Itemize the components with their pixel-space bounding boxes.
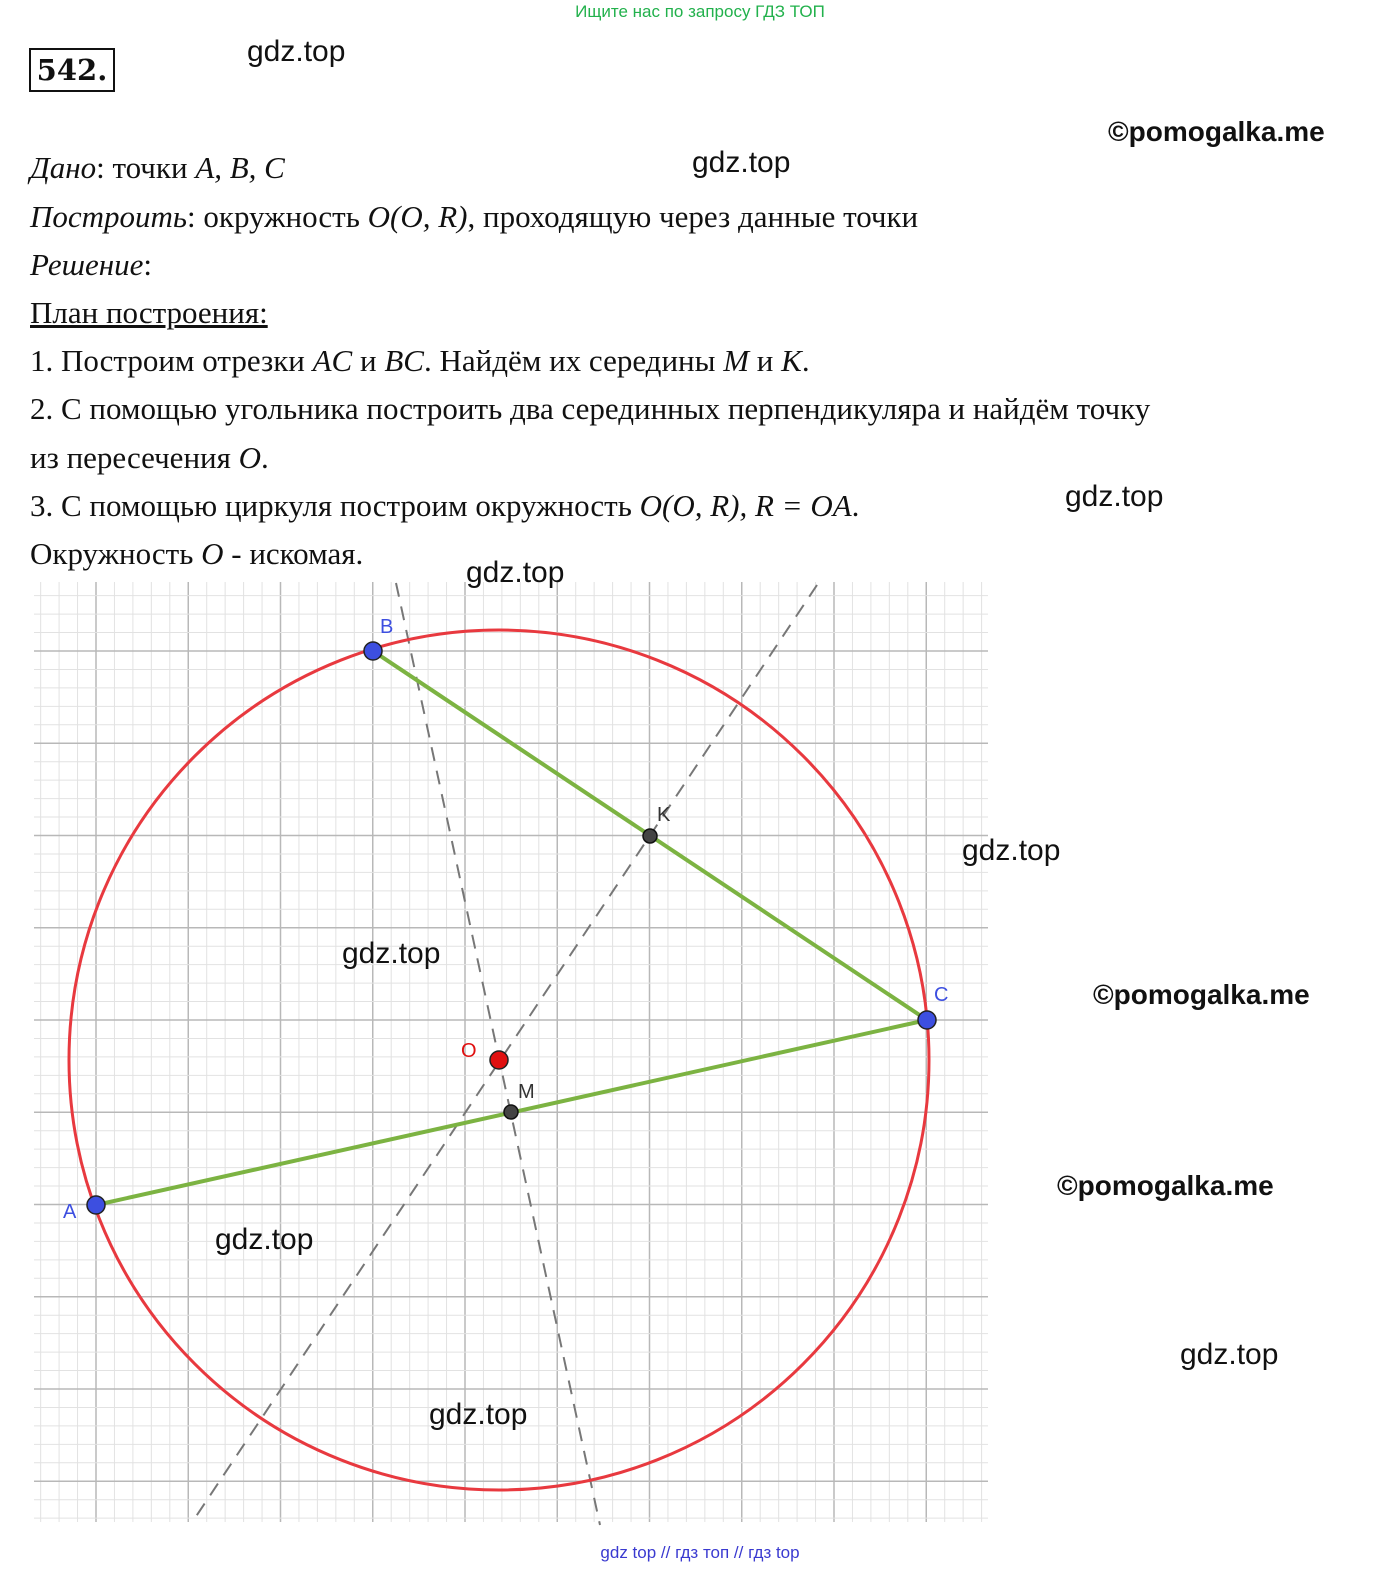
step2-end: . [261, 440, 269, 475]
label-o: O [461, 1040, 477, 1062]
conclusion-a: Окружность [30, 536, 202, 571]
plan-heading: План построения: [30, 295, 268, 330]
footer-links: gdz top // гдз топ // гдз top [600, 1543, 800, 1562]
point-o [490, 1051, 508, 1069]
step1-a: 1. Построим отрезки [30, 343, 313, 378]
solution-label: Решение [30, 247, 144, 282]
step1-bc: BC [384, 343, 424, 378]
step3-a: 3. С помощью циркуля построим окружность [30, 488, 640, 523]
step1-m: M [723, 343, 750, 378]
problem-number: 542. [29, 48, 115, 92]
watermark-gdz: gdz.top [692, 146, 791, 179]
step1-end: . [801, 343, 810, 378]
watermark-pomogalka: ©pomogalka.me [1108, 116, 1325, 147]
watermark-gdz: gdz.top [215, 1223, 314, 1256]
watermark-gdz: gdz.top [1180, 1338, 1279, 1371]
step1-b: . Найдём их середины [423, 343, 724, 378]
watermark-gdz: gdz.top [466, 556, 565, 589]
construct-circle: O(O, R) [367, 199, 468, 234]
point-a [87, 1196, 105, 1214]
watermark-gdz: gdz.top [962, 834, 1061, 867]
step2-line2-a: из пересечения [30, 440, 239, 475]
point-b [364, 642, 382, 660]
watermark-gdz: gdz.top [1065, 480, 1164, 513]
label-b: B [380, 616, 394, 638]
watermark-gdz: gdz.top [342, 937, 441, 970]
conclusion-b: - искомая. [223, 536, 364, 571]
point-c [918, 1011, 936, 1029]
grid [34, 582, 988, 1522]
watermark-gdz: gdz.top [247, 35, 346, 68]
step1-and2: и [749, 343, 782, 378]
step1-and: и [352, 343, 385, 378]
watermark-gdz: gdz.top [429, 1398, 528, 1431]
step1-ac: AC [312, 343, 353, 378]
point-k [643, 829, 657, 843]
label-m: M [518, 1081, 535, 1103]
construct-label: Построить [30, 199, 188, 234]
step-2-line-1: 2. С помощью угольника построить два серединных перпендикуляра и найдём точку [30, 391, 1151, 426]
construct-end: , проходящую через данные точки [467, 199, 919, 234]
watermark-pomogalka: ©pomogalka.me [1057, 1170, 1274, 1201]
given-rest: : точки [96, 150, 196, 185]
label-k: K [657, 804, 671, 826]
step3-end: . [851, 488, 860, 523]
conclusion-o: O [201, 536, 224, 571]
step3-formula: O(O, R), R = OA [639, 488, 852, 523]
watermark-pomogalka: ©pomogalka.me [1093, 979, 1310, 1010]
label-a: A [63, 1201, 77, 1223]
point-m [504, 1105, 518, 1119]
solution-colon: : [143, 247, 152, 282]
top-banner: Ищите нас по запросу ГДЗ ТОП [575, 2, 825, 21]
given-points: A, B, C [195, 150, 285, 185]
construct-mid: : окружность [187, 199, 368, 234]
given-label: Дано [30, 150, 97, 185]
label-c: C [934, 984, 949, 1006]
step1-k: K [781, 343, 802, 378]
step2-o: O [238, 440, 262, 475]
